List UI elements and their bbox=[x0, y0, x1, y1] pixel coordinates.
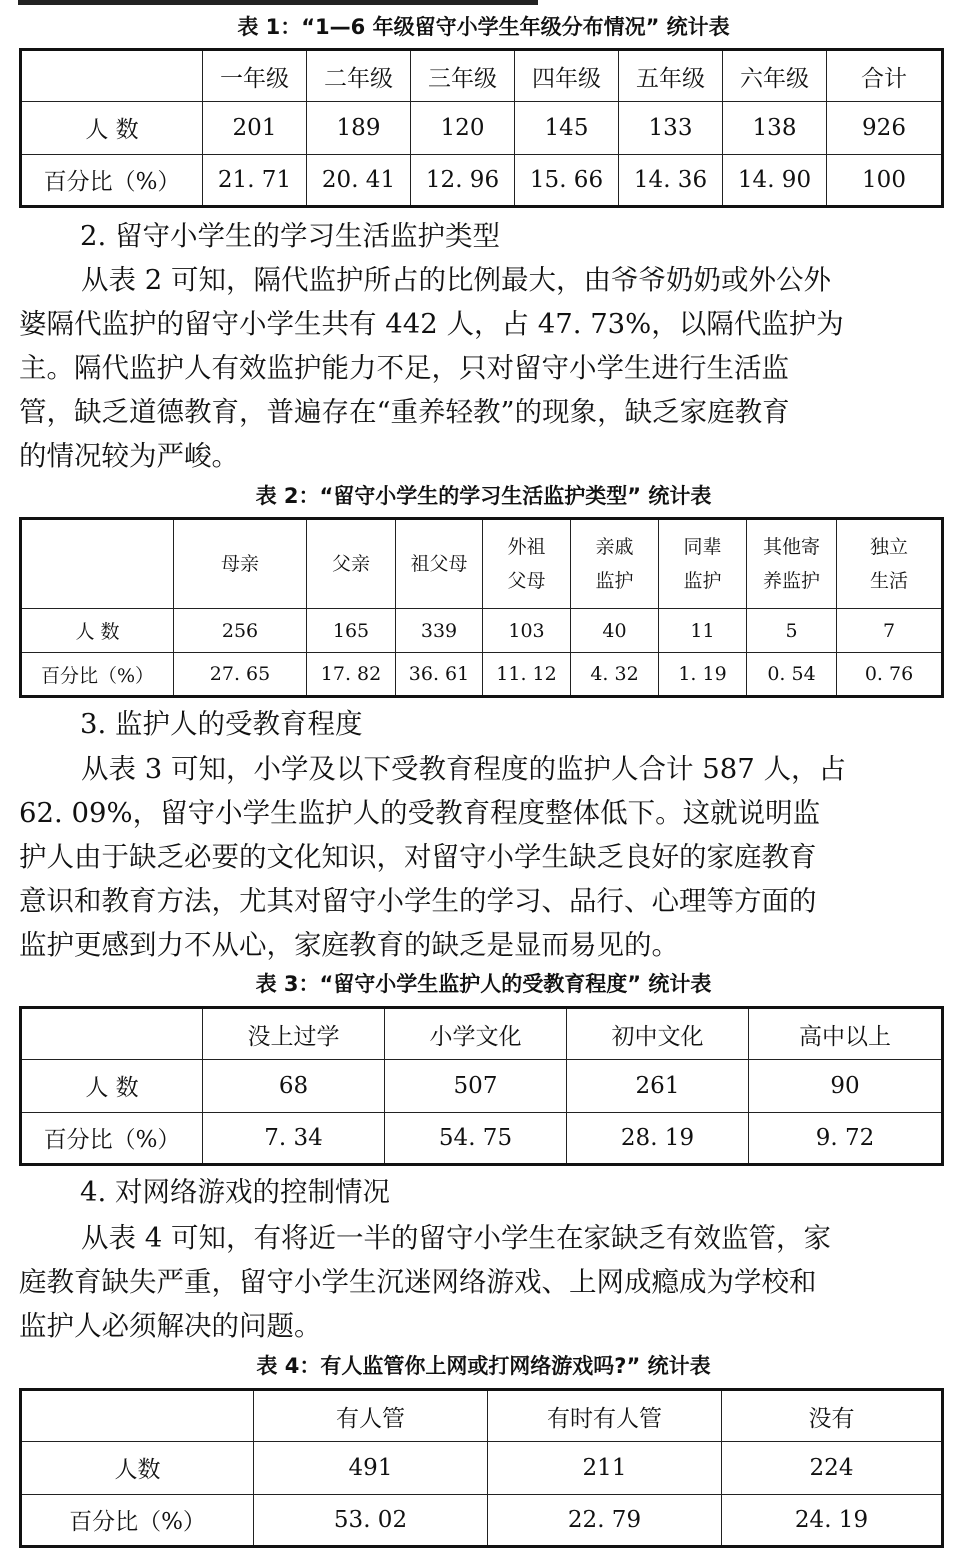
header-cell: 三年级 bbox=[411, 50, 515, 102]
header-cell: 祖父母 bbox=[396, 519, 483, 609]
data-cell: 165 bbox=[307, 609, 396, 653]
table-row bbox=[21, 1112, 943, 1164]
table-row bbox=[21, 1494, 943, 1546]
header-cell: 没上过学 bbox=[203, 1008, 385, 1060]
paragraph-line: 从表 3 可知，小学及以下受教育程度的监护人合计 587 人，占 bbox=[81, 753, 846, 785]
corner-cell bbox=[21, 1390, 254, 1442]
data-cell: 120 bbox=[411, 102, 515, 154]
data-cell: 68 bbox=[203, 1060, 385, 1112]
paragraph-line: 管，缺乏道德教育，普遍存在“重养轻教”的现象，缺乏家庭教育 bbox=[19, 396, 790, 428]
data-cell: 103 bbox=[483, 609, 571, 653]
table-row bbox=[21, 609, 943, 653]
table-header-row bbox=[21, 1008, 943, 1060]
data-cell: 20. 41 bbox=[307, 154, 411, 206]
paragraph-line: 护人由于缺乏必要的文化知识，对留守小学生缺乏良好的家庭教育 bbox=[19, 841, 817, 873]
row-label: 人 数 bbox=[21, 1060, 203, 1112]
data-cell: 7 bbox=[837, 609, 943, 653]
data-cell: 22. 79 bbox=[488, 1494, 722, 1546]
paragraph-line: 从表 2 可知，隔代监护所占的比例最大，由爷爷奶奶或外公外 bbox=[81, 264, 831, 296]
paragraph-line: 主。隔代监护人有效监护能力不足，只对留守小学生进行生活监 bbox=[19, 352, 789, 384]
data-cell: 27. 65 bbox=[174, 653, 307, 697]
data-cell: 4. 32 bbox=[571, 653, 659, 697]
data-cell: 224 bbox=[722, 1442, 943, 1494]
section2-heading: 2. 留守小学生的学习生活监护类型 bbox=[80, 220, 500, 252]
table-header-row bbox=[21, 50, 943, 102]
header-cell: 高中以上 bbox=[749, 1008, 943, 1060]
table-row bbox=[21, 1060, 943, 1112]
paragraph-line: 庭教育缺失严重，留守小学生沉迷网络游戏、上网成瘾成为学校和 bbox=[19, 1266, 817, 1298]
paragraph-line: 从表 4 可知，有将近一半的留守小学生在家缺乏有效监管，家 bbox=[81, 1222, 831, 1254]
table-row bbox=[21, 154, 943, 206]
table3-guardian-education bbox=[19, 1006, 944, 1166]
header-cell: 初中文化 bbox=[567, 1008, 749, 1060]
header-cell: 合计 bbox=[827, 50, 943, 102]
data-cell: 40 bbox=[571, 609, 659, 653]
table1-caption: 表 1：“1—6 年级留守小学生年级分布情况” 统计表 bbox=[237, 15, 730, 39]
paragraph-line: 婆隔代监护的留守小学生共有 442 人，占 47. 73%，以隔代监护为 bbox=[19, 308, 844, 340]
row-label: 百分比（%） bbox=[21, 154, 203, 206]
data-cell: 14. 90 bbox=[723, 154, 827, 206]
data-cell: 15. 66 bbox=[515, 154, 619, 206]
table-row bbox=[21, 102, 943, 154]
header-cell: 二年级 bbox=[307, 50, 411, 102]
header-cell: 其他寄 养监护 bbox=[747, 519, 837, 609]
table4-internet-supervision bbox=[19, 1388, 944, 1548]
data-cell: 28. 19 bbox=[567, 1112, 749, 1164]
paragraph-line: 意识和教育方法，尤其对留守小学生的学习、品行、心理等方面的 bbox=[19, 885, 817, 917]
data-cell: 491 bbox=[254, 1442, 488, 1494]
data-cell: 138 bbox=[723, 102, 827, 154]
header-cell: 母亲 bbox=[174, 519, 307, 609]
paragraph-line: 监护人必须解决的问题。 bbox=[19, 1310, 322, 1342]
data-cell: 36. 61 bbox=[396, 653, 483, 697]
section3-paragraph bbox=[19, 747, 944, 967]
table-row bbox=[21, 1442, 943, 1494]
header-cell: 没有 bbox=[722, 1390, 943, 1442]
data-cell: 5 bbox=[747, 609, 837, 653]
data-cell: 339 bbox=[396, 609, 483, 653]
section4-paragraph bbox=[19, 1216, 944, 1348]
corner-cell bbox=[21, 1008, 203, 1060]
data-cell: 201 bbox=[203, 102, 307, 154]
table-header-row bbox=[21, 1390, 943, 1442]
data-cell: 256 bbox=[174, 609, 307, 653]
data-cell: 1. 19 bbox=[659, 653, 747, 697]
table-header-row bbox=[21, 519, 943, 609]
section4-heading: 4. 对网络游戏的控制情况 bbox=[80, 1176, 390, 1208]
data-cell: 507 bbox=[385, 1060, 567, 1112]
header-cell: 小学文化 bbox=[385, 1008, 567, 1060]
data-cell: 24. 19 bbox=[722, 1494, 943, 1546]
header-cell: 独立 生活 bbox=[837, 519, 943, 609]
data-cell: 11. 12 bbox=[483, 653, 571, 697]
header-cell: 同辈 监护 bbox=[659, 519, 747, 609]
table2-guardianship-type bbox=[19, 517, 944, 698]
header-cell: 五年级 bbox=[619, 50, 723, 102]
header-cell: 父亲 bbox=[307, 519, 396, 609]
data-cell: 189 bbox=[307, 102, 411, 154]
data-cell: 21. 71 bbox=[203, 154, 307, 206]
table4-caption: 表 4：有人监管你上网或打网络游戏吗?” 统计表 bbox=[256, 1354, 711, 1378]
paragraph-line: 的情况较为严峻。 bbox=[19, 440, 239, 472]
row-label: 百分比（%） bbox=[21, 1112, 203, 1164]
header-cell: 有时有人管 bbox=[488, 1390, 722, 1442]
row-label: 人 数 bbox=[21, 609, 174, 653]
cropped-text-remnant bbox=[18, 0, 538, 5]
data-cell: 145 bbox=[515, 102, 619, 154]
paragraph-line: 监护更感到力不从心，家庭教育的缺乏是显而易见的。 bbox=[19, 929, 679, 961]
row-label: 人 数 bbox=[21, 102, 203, 154]
paragraph-line: 62. 09%，留守小学生监护人的受教育程度整体低下。这就说明监 bbox=[19, 797, 821, 829]
data-cell: 926 bbox=[827, 102, 943, 154]
section2-paragraph bbox=[19, 258, 944, 478]
data-cell: 211 bbox=[488, 1442, 722, 1494]
header-cell: 有人管 bbox=[254, 1390, 488, 1442]
header-cell: 四年级 bbox=[515, 50, 619, 102]
table3-caption: 表 3：“留守小学生监护人的受教育程度” 统计表 bbox=[255, 972, 712, 996]
data-cell: 0. 76 bbox=[837, 653, 943, 697]
header-cell: 一年级 bbox=[203, 50, 307, 102]
data-cell: 17. 82 bbox=[307, 653, 396, 697]
data-cell: 53. 02 bbox=[254, 1494, 488, 1546]
section3-heading: 3. 监护人的受教育程度 bbox=[80, 708, 363, 740]
header-cell: 六年级 bbox=[723, 50, 827, 102]
table-row bbox=[21, 653, 943, 697]
data-cell: 261 bbox=[567, 1060, 749, 1112]
table1-grade-distribution bbox=[19, 48, 944, 208]
header-cell: 外祖 父母 bbox=[483, 519, 571, 609]
data-cell: 9. 72 bbox=[749, 1112, 943, 1164]
data-cell: 90 bbox=[749, 1060, 943, 1112]
data-cell: 0. 54 bbox=[747, 653, 837, 697]
data-cell: 133 bbox=[619, 102, 723, 154]
data-cell: 14. 36 bbox=[619, 154, 723, 206]
corner-cell bbox=[21, 519, 174, 609]
header-cell: 亲戚 监护 bbox=[571, 519, 659, 609]
row-label: 百分比（%） bbox=[21, 1494, 254, 1546]
data-cell: 54. 75 bbox=[385, 1112, 567, 1164]
table2-caption: 表 2：“留守小学生的学习生活监护类型” 统计表 bbox=[255, 484, 712, 508]
data-cell: 7. 34 bbox=[203, 1112, 385, 1164]
data-cell: 11 bbox=[659, 609, 747, 653]
row-label: 人数 bbox=[21, 1442, 254, 1494]
corner-cell bbox=[21, 50, 203, 102]
data-cell: 12. 96 bbox=[411, 154, 515, 206]
row-label: 百分比（%） bbox=[21, 653, 174, 697]
data-cell: 100 bbox=[827, 154, 943, 206]
